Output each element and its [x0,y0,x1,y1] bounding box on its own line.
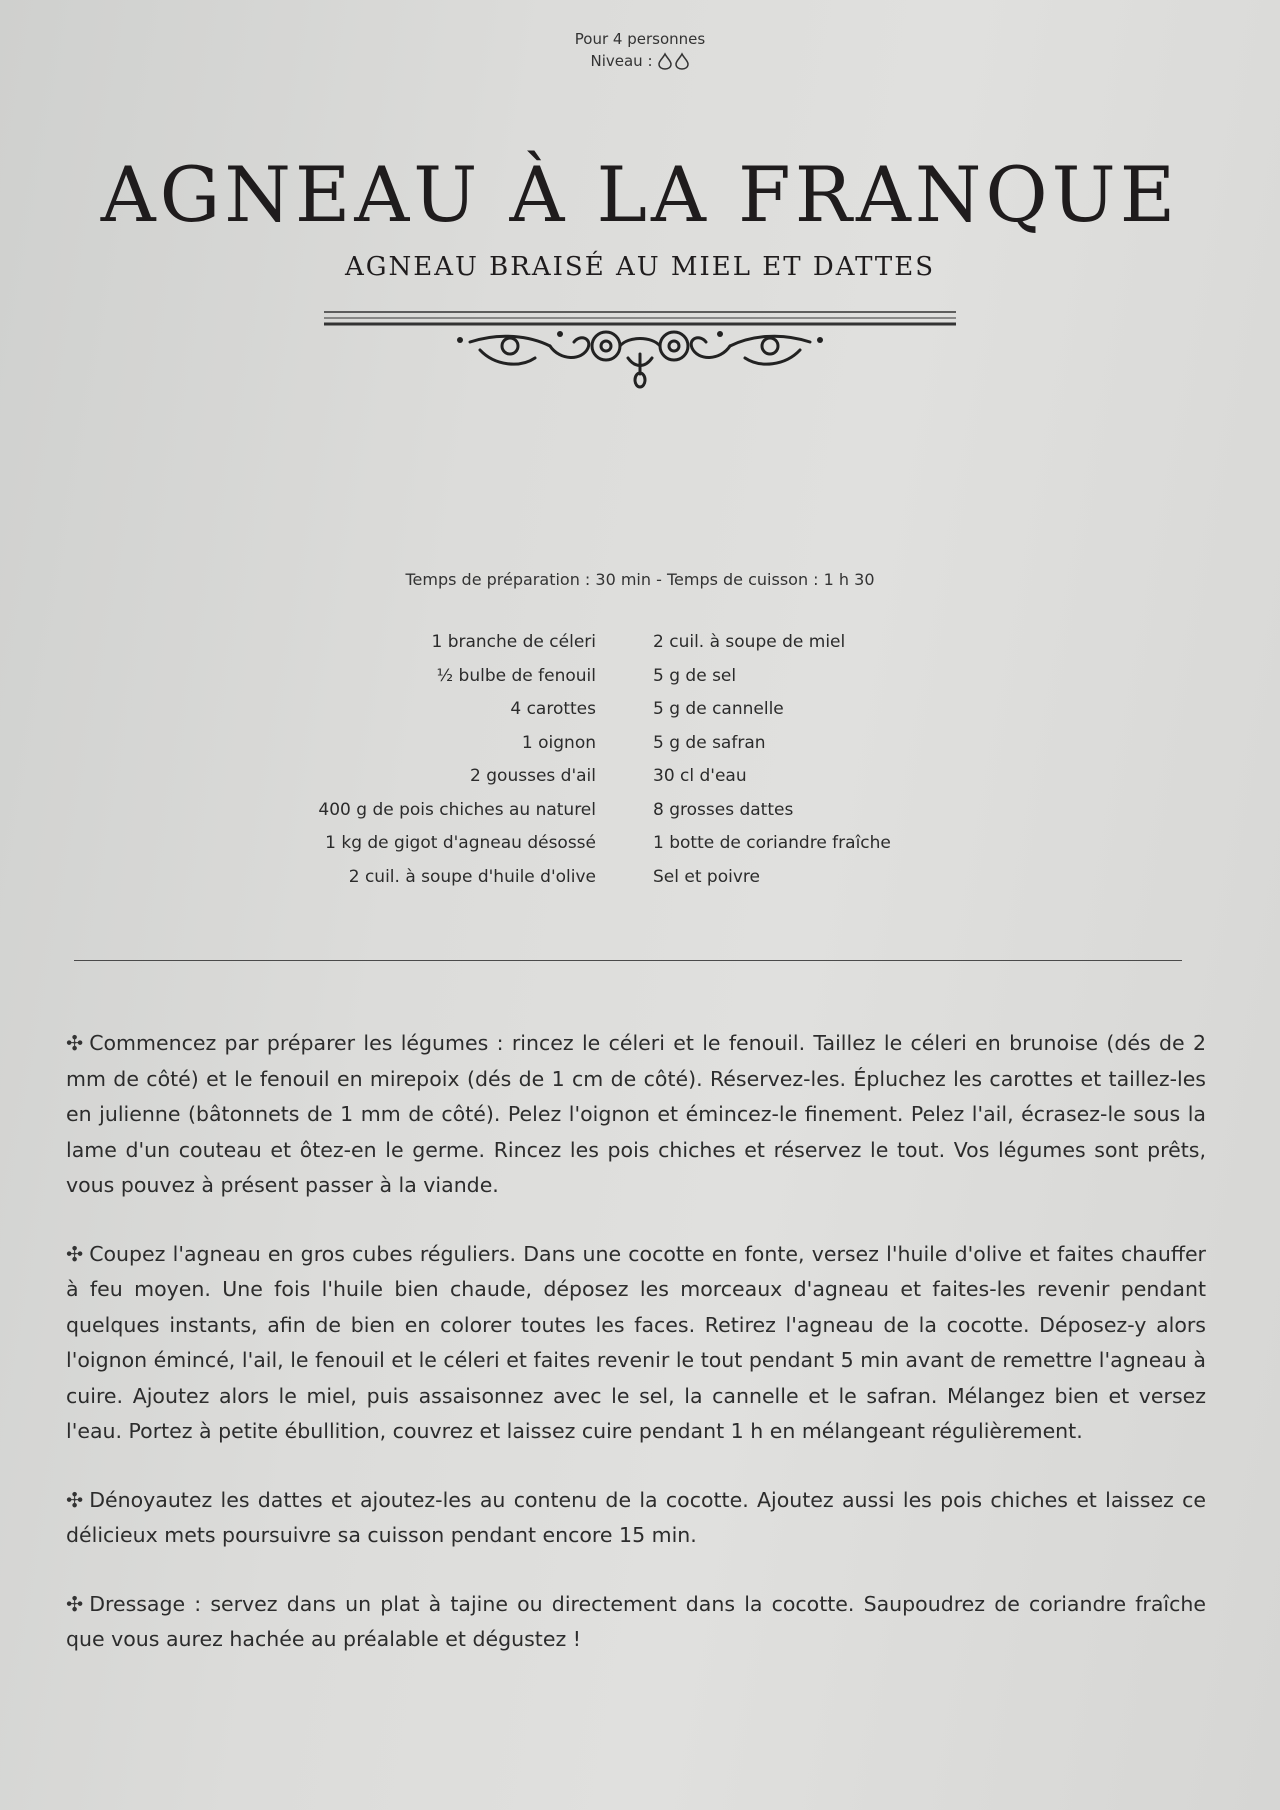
ingredient-item: 5 g de safran [653,732,766,753]
flourish-ornament-icon [320,306,960,396]
ingredient-item: ½ bulbe de fenouil [436,665,596,686]
step-text: Dressage : servez dans un plat à tajine ou directement dans la cocotte. Saupoudrez de coriandre fraîche que vous aurez hachée au préalable et dégustez ! [66,1591,1206,1651]
section-divider [74,960,1182,961]
ingredient-item: 400 g de pois chiches au naturel [318,799,596,820]
ingredient-item: 1 oignon [521,732,596,753]
recipe-step [66,1483,1206,1554]
servings: Pour 4 personnes [574,30,706,48]
ingredient-item: 30 cl d'eau [653,766,747,786]
drop-icon [657,52,690,70]
drop-icon-1 [657,52,673,70]
ingredient-item: 4 carottes [510,699,596,719]
recipe-step [66,1237,1206,1450]
ingredient-item: 5 g de sel [653,665,737,686]
ingredient-item: 1 kg de gigot d'agneau désossé [325,833,596,853]
recipe-step [66,1587,1206,1658]
ingredient-item: 2 cuil. à soupe d'huile d'olive [348,866,596,887]
recipe-subtitle: AGNEAU BRAISÉ AU MIEL ET DATTES [344,252,936,282]
ingredient-item: 1 botte de coriandre fraîche [653,833,891,853]
recipe-steps [66,1026,1206,1691]
drop-icon-2 [674,52,690,70]
bullet-icon: ✣ [66,1241,84,1266]
ingredient-item: 8 grosses dattes [653,799,794,820]
ingredient-item: 1 branche de céleri [431,632,596,652]
level-label: Niveau : [590,52,653,70]
ingredients-left-column [240,626,653,894]
step-text: Commencez par préparer les légumes : rincez le céleri et le fenouil. Taillez le céleri en brunoise (dés de 2 mm de côté) et le fenouil en mirepoix (dés de 1 cm de côté). Réservez-les. Épluchez les carottes et taillez-les en julienne (bâtonnets de 1 mm de côté). Pelez l'oignon et émincez-le finement. Pelez l'ail, écrasez-le sous la lame d'un couteau et ôtez-en le germe. Rincez les pois chiches et réservez le tout. Vos légumes sont prêts, vous pouvez à présent passer à la viande. [66,1031,1206,1197]
ingredients-list [240,626,1040,894]
bullet-icon: ✣ [66,1487,84,1512]
ingredient-item: 2 cuil. à soupe de miel [653,632,846,652]
step-text: Dénoyautez les dattes et ajoutez-les au contenu de la cocotte. Ajoutez aussi les pois chiches et laissez ce délicieux mets poursuivre sa cuisson pendant encore 15 min. [66,1487,1206,1547]
step-text: Coupez l'agneau en gros cubes réguliers. Dans une cocotte en fonte, versez l'huile d'olive et faites chauffer à feu moyen. Une fois l'huile bien chaude, déposez les morceaux d'agneau et faites-les revenir pendant quelques instants, afin de bien en colorer toutes les faces. Retirez l'agneau de la cocotte. Déposez-y alors l'oignon émincé, l'ail, le fenouil et le céleri et faites revenir le tout pendant 5 min avant de remettre l'agneau à cuire. Ajoutez alors le miel, puis assaisonnez avec le sel, la cannelle et le safran. Mélangez bien et versez l'eau. Portez à petite ébullition, couvrez et laissez cuire pendant 1 h en mélangeant régulièrement. [66,1241,1206,1443]
ingredient-item: 2 gousses d'ail [470,766,596,786]
ingredients-right-column [653,626,1033,894]
recipe-title: AGNEAU À LA FRANQUE [100,150,1180,239]
cooking-times: Temps de préparation : 30 min - Temps de cuisson : 1 h 30 [405,570,875,589]
recipe-step [66,1026,1206,1204]
ingredient-item: 5 g de cannelle [653,699,784,719]
level-row [590,50,689,72]
recipe-meta [0,28,1280,72]
ingredient-item: Sel et poivre [653,866,760,887]
bullet-icon: ✣ [66,1591,84,1616]
bullet-icon: ✣ [66,1031,84,1055]
